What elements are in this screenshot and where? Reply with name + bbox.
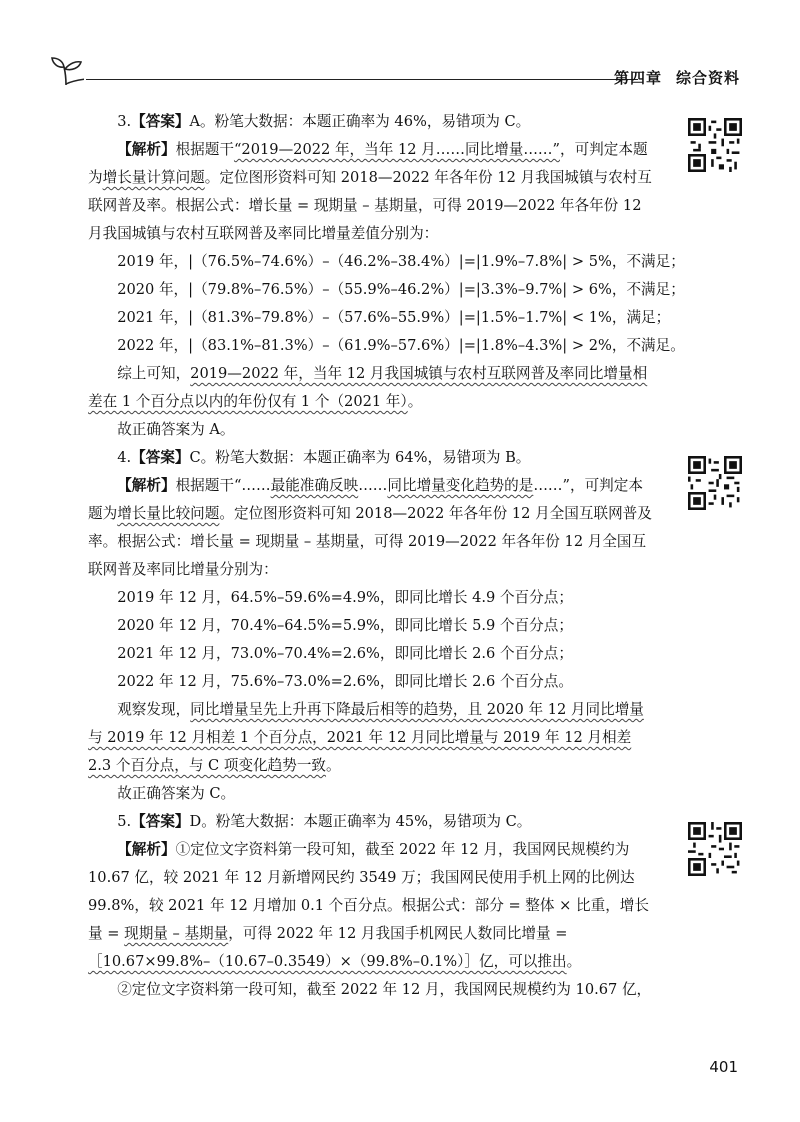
explanation-tag: 【解析】 bbox=[117, 841, 176, 858]
q3-calc-line: 2019 年，|（76.5%–74.6%）–（46.2%–38.4%）|=|1.9%–7.8%| > 5%，不满足； bbox=[117, 253, 685, 270]
chapter-number: 第四章 bbox=[613, 69, 662, 87]
page-number: 401 bbox=[709, 1058, 738, 1076]
qr-code-question-5[interactable] bbox=[688, 822, 742, 876]
qr-code-question-3[interactable] bbox=[688, 118, 742, 172]
q4-calc-line: 2021 年 12 月，73.0%–70.4%=2.6%，即同比增长 2.6 个百分点； bbox=[117, 645, 573, 662]
sprout-icon bbox=[50, 55, 84, 87]
q3-summary: 综上可知，2019—2022 年，当年 12 月我国城镇与农村互联网普及率同比增量相差在 1 个百分点以内的年份仅有 1 个（2021 年）。 bbox=[88, 365, 648, 410]
qr-code-question-4[interactable] bbox=[688, 456, 742, 510]
q5-explanation: 【解析】①定位文字资料第一段可知，截至 2022 年 12 月，我国网民规模约为 10.67 亿，较 2021 年 12 月新增网民约 3549 万；我国网民使用手机上网的比例达 99.8%，较 2021 年 12 月增加 0.1 个百分点。根据公式：部分 = 整体 × 比重，增长量 = 现期量 – 基期量，可得 2022 年 12 月我国手机网民人数同比增量 = ［10.67×99.8%–（10.67–0.3549）×（99.8%–0.1%）］亿，可以推出。 bbox=[88, 841, 649, 970]
q5-paragraph-2: ②定位文字资料第一段可知，截至 2022 年 12 月，我国网民规模约为 10.67 亿， bbox=[117, 981, 652, 998]
q3-calc-line: 2020 年，|（79.8%–76.5%）–（55.9%–46.2%）|=|3.3%–9.7%| > 6%，不满足； bbox=[117, 281, 685, 298]
answer-explanations bbox=[88, 108, 685, 1004]
answer-tag: 【答案】 bbox=[131, 113, 190, 130]
q3-conclusion: 故正确答案为 A。 bbox=[117, 421, 235, 438]
header-rule bbox=[86, 79, 638, 80]
q3-calc-line: 2022 年，|（83.1%–81.3%）–（61.9%–57.6%）|=|1.8%–4.3%| > 2%，不满足。 bbox=[117, 337, 685, 354]
q4-conclusion: 故正确答案为 C。 bbox=[117, 785, 236, 802]
q4-calc-line: 2020 年 12 月，70.4%–64.5%=5.9%，即同比增长 5.9 个百分点； bbox=[117, 617, 573, 634]
explanation-tag: 【解析】 bbox=[117, 141, 176, 158]
q3-answer: 3.【答案】A。粉笔大数据：本题正确率为 46%，易错项为 C。 bbox=[117, 113, 531, 130]
q4-explanation: 【解析】根据题干“……最能准确反映……同比增量变化趋势的是……”，可判定本题为增长量比较问题。定位图形资料可知 2018—2022 年各年份 12 月全国互联网普及率。根据公式：增长量 = 现期量 – 基期量，可得 2019—2022 年各年份 12 月全国互联网普及率同比增量分别为： bbox=[88, 477, 652, 578]
chapter-heading bbox=[614, 67, 740, 88]
q5-answer: 5.【答案】D。粉笔大数据：本题正确率为 45%，易错项为 C。 bbox=[117, 813, 532, 830]
chapter-title: 综合资料 bbox=[675, 69, 740, 87]
q4-calc-line: 2022 年 12 月，75.6%–73.0%=2.6%，即同比增长 2.6 个百分点。 bbox=[117, 673, 573, 690]
q4-calc-line: 2019 年 12 月，64.5%–59.6%=4.9%，即同比增长 4.9 个百分点； bbox=[117, 589, 573, 606]
answer-tag: 【答案】 bbox=[131, 449, 190, 466]
explanation-tag: 【解析】 bbox=[117, 477, 176, 494]
q4-answer: 4.【答案】C。粉笔大数据：本题正确率为 64%，易错项为 B。 bbox=[117, 449, 531, 466]
q4-observation: 观察发现，同比增量呈先上升再下降最后相等的趋势，且 2020 年 12 月同比增量与 2019 年 12 月相差 1 个百分点，2021 年 12 月同比增量与 2019 年 12 月相差 2.3 个百分点，与 C 项变化趋势一致。 bbox=[88, 701, 644, 774]
page-header bbox=[50, 55, 740, 95]
q3-calc-line: 2021 年，|（81.3%–79.8%）–（57.6%–55.9%）|=|1.5%–1.7%| < 1%，满足； bbox=[117, 309, 671, 326]
answer-tag: 【答案】 bbox=[131, 813, 190, 830]
q3-explanation: 【解析】根据题干“2019—2022 年，当年 12 月……同比增量……”，可判定本题为增长量计算问题。定位图形资料可知 2018—2022 年各年份 12 月我国城镇与农村互联网普及率。根据公式：增长量 = 现期量 – 基期量，可得 2019—2022 年各年份 12 月我国城镇与农村互联网普及率同比增量差值分别为： bbox=[88, 141, 652, 242]
